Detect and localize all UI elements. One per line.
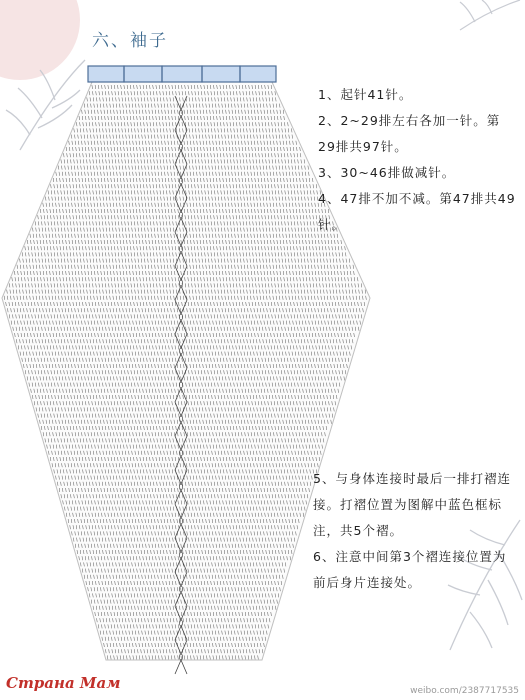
notes-bottom bbox=[313, 466, 518, 596]
credit-watermark: weibo.com/2387717535 bbox=[410, 686, 519, 696]
pleat-header-band bbox=[88, 66, 276, 82]
note-5: 5、与身体连接时最后一排打褶连接。打褶位置为图解中蓝色框标注，共5个褶。 bbox=[313, 471, 511, 538]
note-4: 4、47排不加不减。第47排共49针。 bbox=[318, 191, 516, 232]
note-2: 2、2~29排左右各加一针。第29排共97针。 bbox=[318, 113, 501, 154]
note-6: 6、注意中间第3个褶连接位置为前后身片连接处。 bbox=[313, 549, 507, 590]
brand-watermark: Страна Мам bbox=[6, 674, 121, 692]
leaf-decoration-top-right bbox=[460, 0, 520, 30]
note-3: 3、30~46排做减针。 bbox=[318, 165, 456, 180]
pleat-marker-boxes bbox=[88, 66, 276, 82]
notes-top bbox=[318, 82, 518, 238]
page-title: 六、袖子 bbox=[92, 31, 168, 51]
note-1: 1、起针41针。 bbox=[318, 87, 413, 102]
